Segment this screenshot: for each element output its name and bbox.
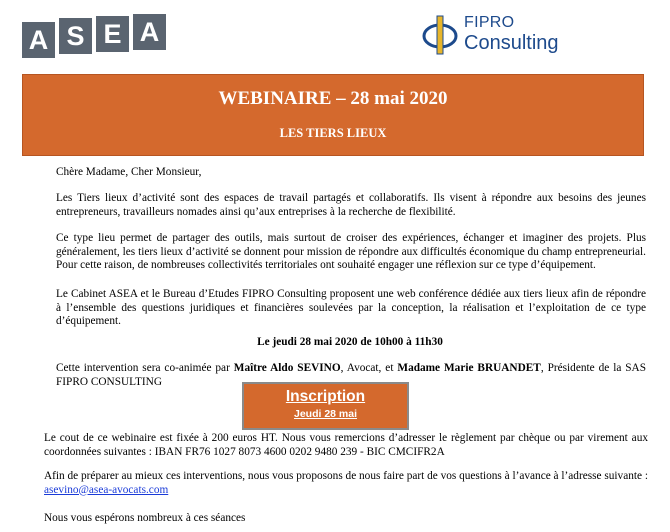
banner-title: WEBINAIRE – 28 mai 2020 [218,88,448,109]
letter-greeting [56,166,646,180]
paragraph-text: Les Tiers lieux d’activité sont des espaces de travail partagés et collaboratifs. Ils visent à répondre aux besoins des jeunes entrepreneurs, travailleurs nomades ainsi qu’aux entreprises à la recherche de flexibilité. [56,192,646,218]
letter-paragraph-2 [56,232,646,273]
p4-text-a: Cette intervention sera co-animée par [56,362,234,374]
paragraph-text: Le cout de ce webinaire est fixée à 200 euros HT. Nous vous remercions d’adresser le règlement par chèque ou par virement aux coordonnées suivantes : IBAN FR76 1027 8073 4600 0202 9480 239 - BIC CMCIFR2A [44,432,648,458]
email-link[interactable]: asevino@asea-avocats.com [44,483,169,496]
asea-logo-letter: S [59,18,92,54]
fipro-logo-line1: FIPRO [464,14,515,31]
p4-text-b: , Avocat, et [340,362,398,374]
paragraph-text: Ce type lieu permet de partager des outils, mais surtout de croiser des expériences, échanger et imaginer des projets. Plus généralement, les tiers lieux d’activité se donnent pour mission de répondre aux difficultés économique du champ entrepreneurial. Pour cette raison, de nombreuses collectivités territoriales ont souhaité engager une réflexion sur ce type d’équipement. [56,232,646,271]
inscription-button[interactable] [242,382,409,430]
closing-text: Nous vous espérons nombreux à ces séances [44,512,246,524]
speaker-name-2: Madame Marie BRUANDET [397,362,541,374]
asea-logo-letter: A [22,22,55,58]
paragraph-text [44,470,648,497]
webinar-date-line: Le jeudi 28 mai 2020 de 10h00 à 11h30 [257,336,443,348]
webinar-banner [22,74,644,156]
paragraph-text: Le Cabinet ASEA et le Bureau d’Etudes FIPRO Consulting proposent une web conférence dédiée aux tiers lieux afin de répondre à l’ensemble des questions juridiques et financières soulevées par la conception, la réalisation et l’exploitation de ce type d’équipement. [56,288,646,327]
letter-paragraph-6 [44,470,648,497]
asea-logo-letter: E [96,16,129,52]
letter-paragraph-5 [44,432,648,459]
inscription-button-label[interactable]: Inscription [285,388,366,405]
asea-logo-letter: A [133,14,166,50]
letter-paragraph-1 [56,192,646,219]
p6-text: Afin de préparer au mieux ces interventions, nous vous proposons de nous faire part de vos questions à l’avance à l’adresse suivante : [44,470,648,482]
fipro-logo-line2: Consulting [464,32,559,54]
asea-logo [22,16,166,58]
fipro-logo [418,12,568,58]
speaker-name-1: Maître Aldo SEVINO [233,362,341,374]
fipro-emblem-icon [418,12,464,58]
greeting-text: Chère Madame, Cher Monsieur, [56,166,202,178]
p4-text-c: , Présidente de la SAS FIPRO CONSULTING [56,362,647,388]
banner-subtitle: LES TIERS LIEUX [279,126,387,140]
letter-closing [44,512,648,526]
letter-paragraph-3 [56,288,646,329]
inscription-button-sub[interactable]: Jeudi 28 mai [293,408,358,420]
